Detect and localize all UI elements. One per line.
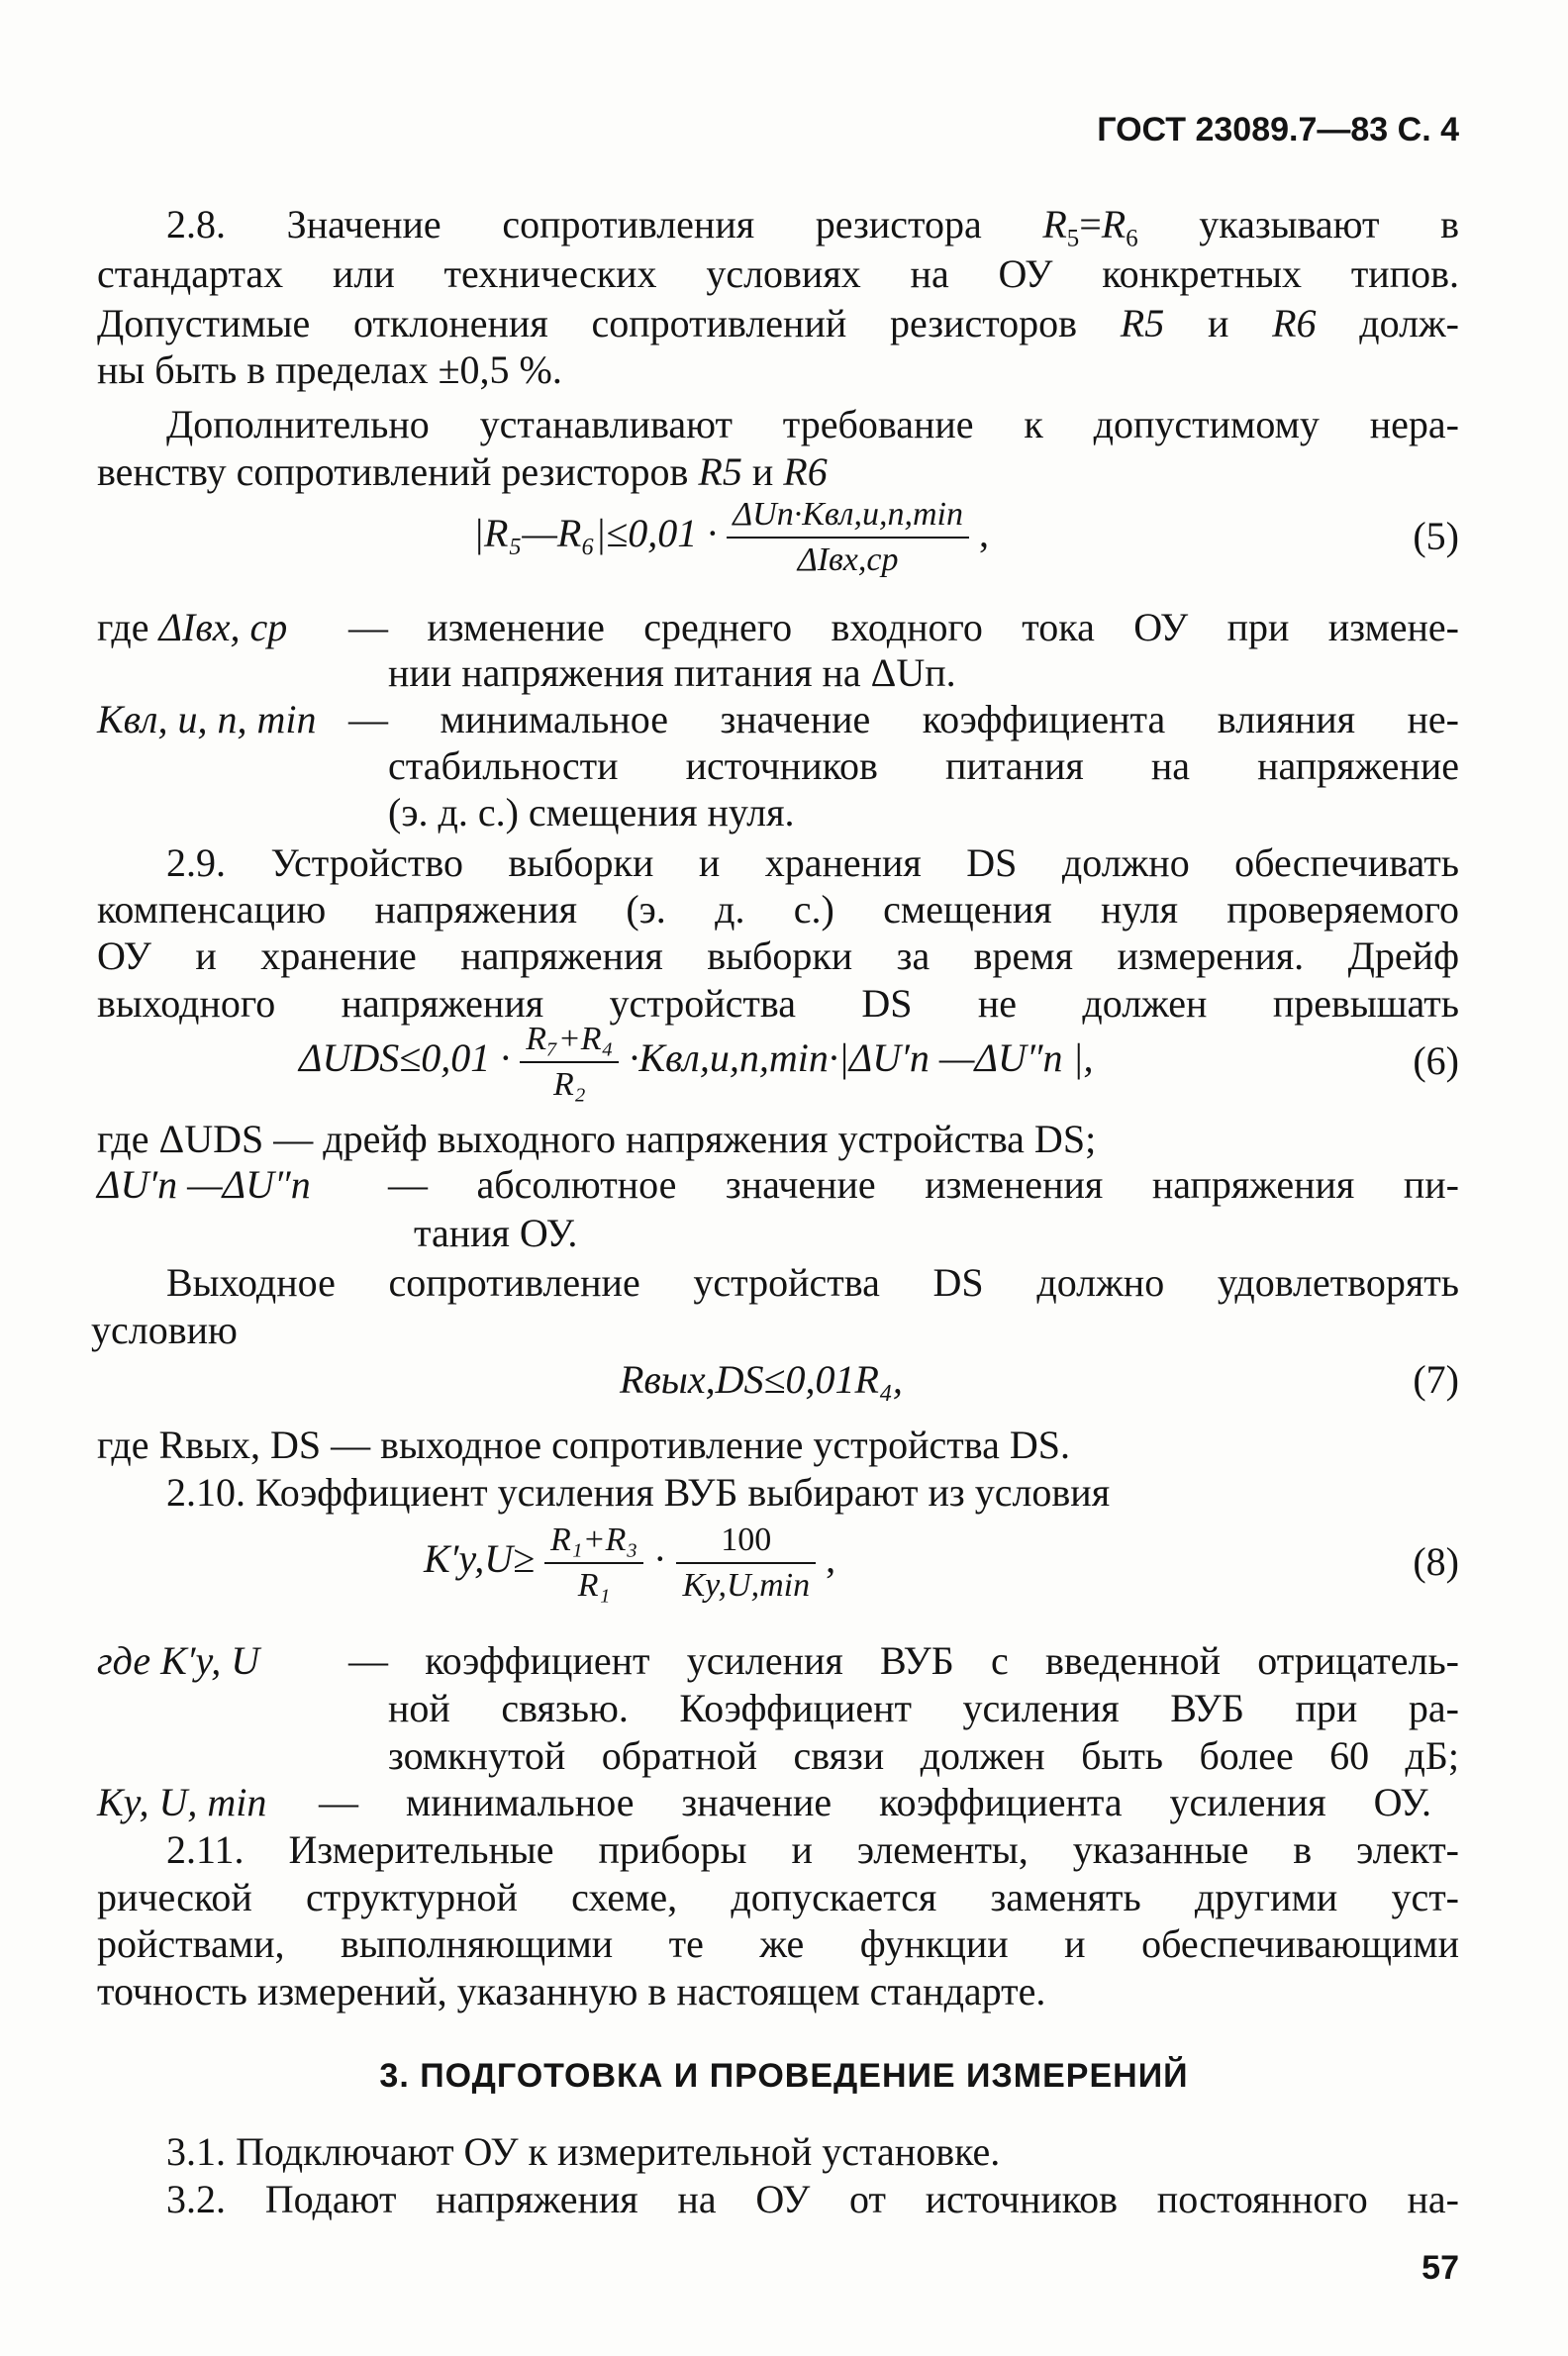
para-2-8-line-4: ны быть в пределах ±0,5 %. <box>97 347 562 392</box>
eq8-fraction-1 <box>544 1519 643 1608</box>
where-5-term-1: где ΔIвх, ср <box>97 605 288 649</box>
where-5-def-2a: — минимальное значение коэффициента влияния не- <box>348 697 1459 741</box>
eq8-denominator-1: R₁ <box>544 1562 643 1608</box>
eq6-rhs: ·Kвл,и,п,min·|ΔU′п —ΔU″п |, <box>629 1035 1094 1081</box>
para-2-9-line-3: ОУ и хранение напряжения выборки за время измерения. Дрейф <box>97 933 1459 978</box>
equation-6 <box>299 1018 1094 1107</box>
where-6-line-1: где ΔUDS — дрейф выходного напряжения устройства DS; <box>97 1117 1097 1161</box>
para-2-9-line-1: 2.9. Устройство выборки и хранения DS должно обеспечивать <box>166 840 1459 885</box>
eq8-dot: · <box>653 1536 667 1582</box>
where-8-term-2: Kу, U, min <box>97 1780 267 1824</box>
eq5-tail: , <box>978 511 989 556</box>
para-2-9-line-2: компенсацию напряжения (э. д. с.) смещения нуля проверяемого <box>97 887 1459 932</box>
equation-5 <box>473 493 989 582</box>
where-8-def-1c: зомкнутой обратной связи должен быть более 60 дБ; <box>388 1733 1459 1778</box>
eq8-numerator-1: R₁+R₃ <box>550 1522 638 1558</box>
eq5-denominator: ΔIвх,ср <box>727 537 969 582</box>
eq6-numerator: R₇+R₄ <box>526 1021 614 1057</box>
where-8-def-1a: — коэффициент усиления ВУБ с введенной отрицатель- <box>348 1638 1459 1683</box>
equation-7: Rвых,DS≤0,01R₄, <box>620 1357 903 1402</box>
para-2-10-line-1: 2.10. Коэффициент усиления ВУБ выбирают из условия <box>166 1470 1111 1515</box>
para-3-2: 3.2. Подают напряжения на ОУ от источников постоянного на- <box>166 2177 1459 2221</box>
section-3-title: 3. ПОДГОТОВКА И ПРОВЕДЕНИЕ ИЗМЕРЕНИЙ <box>379 2057 1189 2095</box>
where-7-line-1: где Rвых, DS — выходное сопротивление устройства DS. <box>97 1423 1070 1467</box>
eq8-numerator-2: 100 <box>721 1522 772 1558</box>
equation-5-number: (5) <box>1413 514 1459 558</box>
where-5-term-2: Kвл, и, п, min <box>97 697 317 741</box>
where-5-def-1b: нии напряжения питания на ΔUп. <box>388 650 956 695</box>
para-output-line-2: условию <box>91 1308 238 1352</box>
para-2-8-line-3: Допустимые отклонения сопротивлений резисторов R5 и R6 долж- <box>97 301 1460 345</box>
where-8-def-1b: ной связью. Коэффициент усиления ВУБ при ра- <box>388 1686 1459 1730</box>
eq5-lhs: |R₅—R₆|≤0,01 · <box>473 511 718 556</box>
eq6-lhs: ΔUDS≤0,01 · <box>299 1035 511 1081</box>
para-2-11-line-3: ройствами, выполняющими те же функции и обеспечивающими <box>97 1921 1459 1966</box>
page-header: ГОСТ 23089.7—83 С. 4 <box>1097 111 1459 148</box>
page-number: 57 <box>1421 2249 1459 2287</box>
eq5-fraction <box>727 493 969 582</box>
where-8-term-1: где K′у, U <box>97 1638 260 1683</box>
para-2-11-line-1: 2.11. Измерительные приборы и элементы, указанные в элект- <box>166 1827 1459 1872</box>
where-6-def-2b: тания ОУ. <box>414 1211 578 1255</box>
equation-7-number: (7) <box>1413 1357 1459 1402</box>
para-3-1: 3.1. Подключают ОУ к измерительной установке. <box>166 2129 1001 2174</box>
para-2-8-line-1: 2.8. Значение сопротивления резистора $R_5=R_6$ указывают в <box>166 202 1460 252</box>
where-5-def-2b: стабильности источников питания на напряжение <box>388 743 1459 788</box>
eq5-numerator: ΔUп·Kвл,и,п,min <box>733 496 963 533</box>
equation-6-number: (6) <box>1413 1038 1459 1083</box>
where-5-def-2c: (э. д. с.) смещения нуля. <box>388 790 795 834</box>
para-extra-line-1: Дополнительно устанавливают требование к допустимому нера- <box>166 402 1459 446</box>
eq8-lhs: K′у,U≥ <box>424 1536 536 1582</box>
eq8-fraction-2 <box>676 1519 816 1608</box>
equation-8 <box>424 1519 835 1608</box>
where-5-def-1a: — изменение среднего входного тока ОУ при измене- <box>348 605 1459 649</box>
eq6-fraction <box>520 1018 619 1107</box>
eq6-denominator: R₂ <box>520 1061 619 1107</box>
eq8-denominator-2: Kу,U,min <box>676 1562 816 1608</box>
para-2-9-line-4: выходного напряжения устройства DS не должен превышать <box>97 981 1459 1026</box>
where-6-term-2: ΔU′п —ΔU″п <box>97 1162 311 1207</box>
equation-8-number: (8) <box>1413 1539 1459 1584</box>
para-output-line-1: Выходное сопротивление устройства DS должно удовлетворять <box>166 1260 1459 1305</box>
para-2-11-line-2: рической структурной схеме, допускается заменять другими уст- <box>97 1875 1459 1919</box>
eq8-tail: , <box>826 1536 836 1582</box>
para-extra-line-2: венству сопротивлений резисторов R5 и R6 <box>97 449 828 494</box>
where-8-def-2: — минимальное значение коэффициента усиления ОУ. <box>319 1780 1431 1824</box>
para-2-11-line-4: точность измерений, указанную в настоящем стандарте. <box>97 1969 1046 2013</box>
where-6-def-2a: — абсолютное значение изменения напряжения пи- <box>388 1162 1459 1207</box>
para-2-8-line-2: стандартах или технических условиях на ОУ конкретных типов. <box>97 251 1459 296</box>
